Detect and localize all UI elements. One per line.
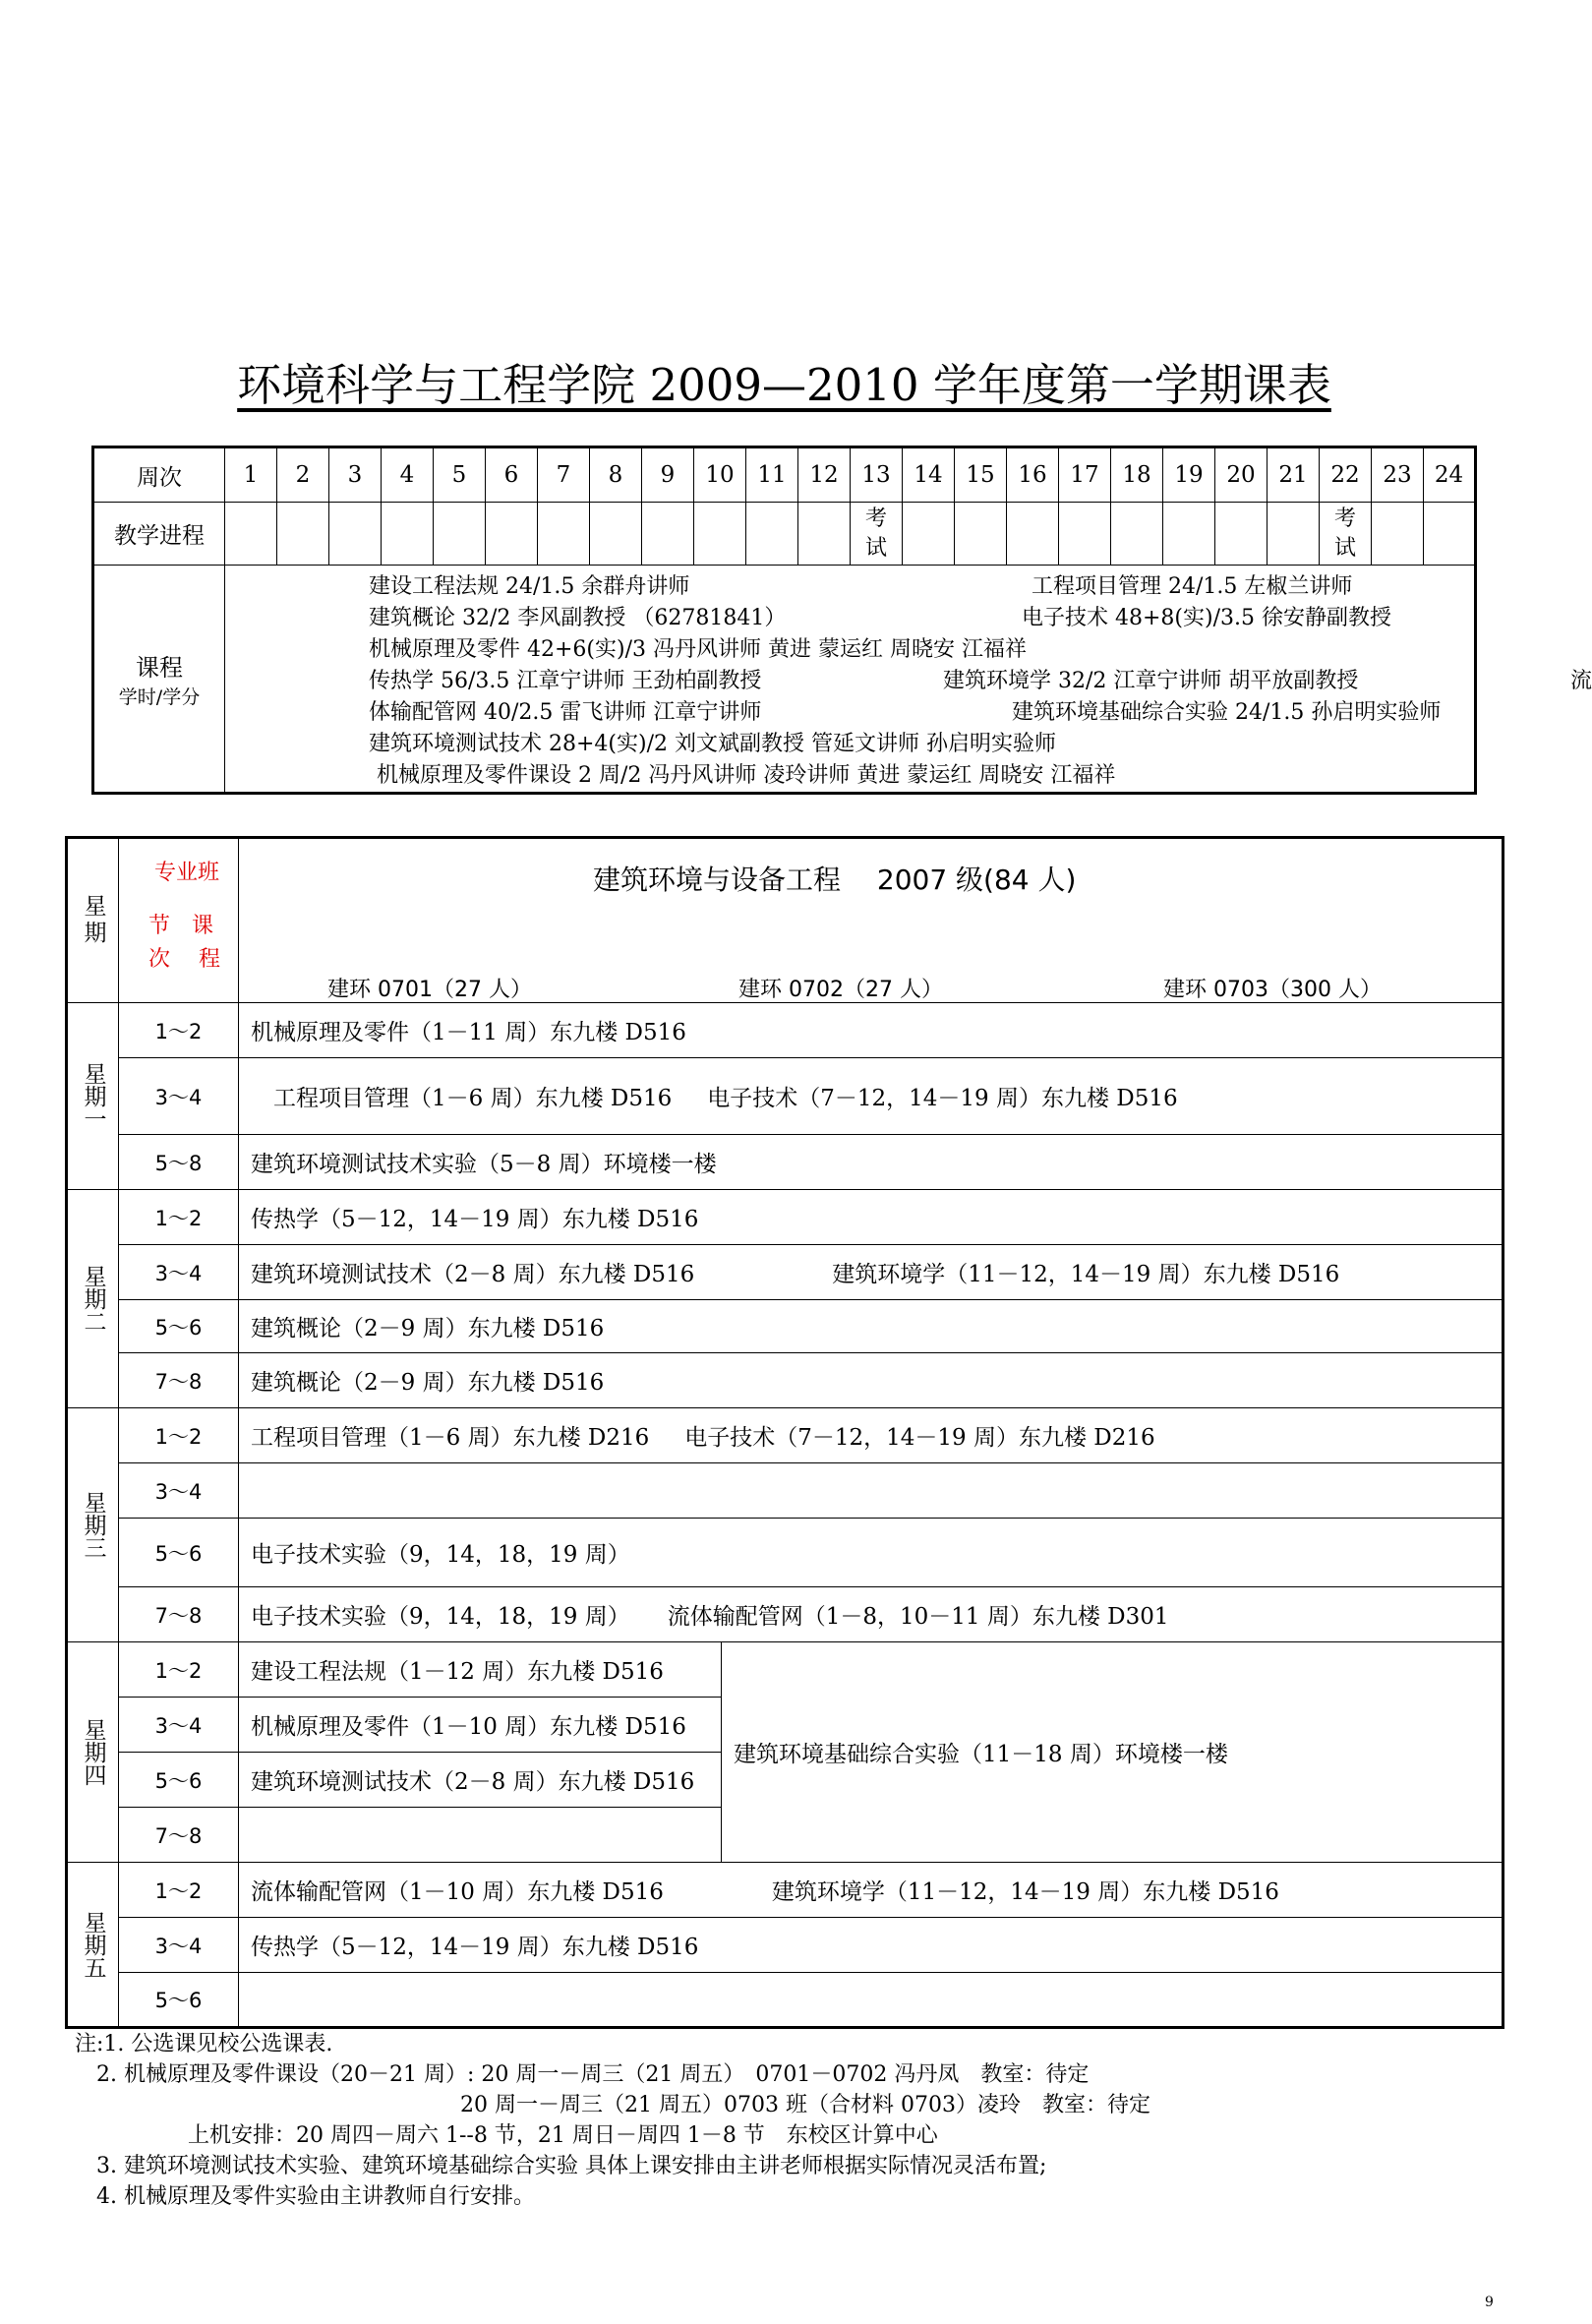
class-label: 建环 0701（27 人） [327, 978, 532, 1002]
progress-cell [1268, 503, 1320, 566]
course-item: 流 [1570, 669, 1592, 693]
week-cell: 9 [642, 447, 694, 503]
class-cell [239, 1463, 1504, 1519]
schedule-row [67, 1863, 1504, 1918]
progress-cell [277, 503, 329, 566]
progress-cell [1424, 503, 1476, 566]
progress-cell [225, 503, 277, 566]
period-cell: 1～2 [119, 1190, 239, 1245]
period-cell: 3～4 [119, 1918, 239, 1973]
course-list [225, 566, 1592, 794]
class-cell [239, 1973, 1504, 2028]
course-item: 建筑环境基础综合实验 24/1.5 孙启明实验师 [1012, 700, 1442, 725]
weekday-header [67, 838, 119, 1003]
schedule-row [67, 1058, 1504, 1135]
course-item: 体输配管网 40/2.5 雷飞讲师 江章宁讲师 [369, 700, 762, 725]
week-cell: 24 [1424, 447, 1476, 503]
schedule-row [67, 1519, 1504, 1587]
progress-cell [955, 503, 1007, 566]
progress-cell [1163, 503, 1215, 566]
schedule-row [67, 1190, 1504, 1245]
weekday-tuesday [67, 1190, 119, 1408]
schedule-row [67, 1587, 1504, 1642]
progress-label: 教学进程 [93, 503, 225, 566]
note-line: 注:1. 公选课见校公选课表. [75, 2032, 333, 2056]
progress-row [93, 503, 1476, 566]
progress-cell [486, 503, 538, 566]
class-cell [239, 1300, 1504, 1353]
week-cell: 17 [1059, 447, 1111, 503]
course-label-cell [93, 566, 225, 794]
class-entry: 电子技术（7－12，14－19 周）东九楼 D516 [707, 1086, 1178, 1111]
class-cell [239, 1058, 1504, 1135]
class-cell [239, 1135, 1504, 1190]
class-cell [239, 1587, 1504, 1642]
weekday-label: 星期二 [80, 1265, 106, 1333]
class-entry: 建筑环境测试技术（2－8 周）东九楼 D516 [251, 1262, 695, 1287]
progress-cell [590, 503, 642, 566]
week-cell: 4 [382, 447, 434, 503]
period-cell: 5～6 [119, 1753, 239, 1808]
weekday-label: 星期四 [80, 1718, 106, 1786]
corner-cell [119, 838, 239, 1003]
schedule-row [67, 1463, 1504, 1519]
class-cell [239, 1245, 1504, 1300]
class-entry: 建筑环境基础综合实验（11－18 周）环境楼一楼 [734, 1742, 1228, 1767]
period-cell: 1～2 [119, 1863, 239, 1918]
class-cell [239, 1863, 1504, 1918]
period-cell: 1～2 [119, 1642, 239, 1698]
period-cell: 7～8 [119, 1808, 239, 1863]
class-entry: 传热学（5－12，14－19 周）东九楼 D516 [251, 1207, 699, 1232]
week-cell: 18 [1111, 447, 1163, 503]
period-cell: 3～4 [119, 1463, 239, 1519]
week-cell: 23 [1372, 447, 1424, 503]
schedule-row [67, 1408, 1504, 1463]
note-line: 20 周一－周三（21 周五）0703 班（合材料 0703）凌玲 教室：待定 [460, 2093, 1150, 2117]
class-entry: 建筑环境学（11－12，14－19 周）东九楼 D516 [832, 1262, 1340, 1287]
weekday-header-label: 星期 [80, 894, 106, 947]
class-entry: 建筑概论（2－9 周）东九楼 D516 [251, 1370, 605, 1396]
week-cell: 15 [955, 447, 1007, 503]
weekday-thursday [67, 1642, 119, 1863]
week-cell: 14 [903, 447, 955, 503]
progress-cell [538, 503, 590, 566]
section-label: 节 课 [148, 914, 214, 938]
progress-cell [434, 503, 486, 566]
note-line: 2. 机械原理及零件课设（20－21 周）: 20 周一－周三（21 周五） 0701－0702 冯丹凤 教室：待定 [75, 2062, 1090, 2087]
week-row [93, 447, 1476, 503]
progress-cell [1059, 503, 1111, 566]
exam-cell-week-13: 考 试 [851, 503, 903, 566]
week-cell: 5 [434, 447, 486, 503]
course-label: 课程 [136, 654, 183, 682]
week-cell: 7 [538, 447, 590, 503]
week-cell: 12 [798, 447, 851, 503]
class-entry: 电子技术实验（9，14，18，19 周） [251, 1604, 630, 1630]
class-entry: 机械原理及零件（1－10 周）东九楼 D516 [251, 1714, 686, 1740]
progress-cell [329, 503, 382, 566]
period-cell: 3～4 [119, 1245, 239, 1300]
schedule-header-row [67, 838, 1504, 1003]
schedule-row [67, 1918, 1504, 1973]
course-item: 机械原理及零件 42+6(实)/3 冯丹风讲师 黄进 蒙运红 周晓安 江福祥 [369, 637, 1027, 662]
course-row [93, 566, 1476, 794]
class-cell [239, 1753, 722, 1808]
class-cell [239, 1353, 1504, 1408]
week-cell: 11 [746, 447, 798, 503]
progress-cell [798, 503, 851, 566]
major-header [239, 838, 1504, 1003]
class-entry: 传热学（5－12，14－19 周）东九楼 D516 [251, 1935, 699, 1960]
week-cell: 8 [590, 447, 642, 503]
course-item: 电子技术 48+8(实)/3.5 徐安静副教授 [1022, 606, 1391, 630]
class-entry: 流体输配管网（1－8，10－11 周）东九楼 D301 [667, 1604, 1169, 1630]
class-cell [239, 1003, 1504, 1058]
schedule-row [67, 1642, 1504, 1698]
course-item: 建设工程法规 24/1.5 余群舟讲师 [369, 574, 690, 599]
course-item: 建筑环境学 32/2 江章宁讲师 胡平放副教授 [943, 669, 1359, 693]
week-cell: 6 [486, 447, 538, 503]
progress-cell [1007, 503, 1059, 566]
weekday-monday [67, 1003, 119, 1190]
course-item: 建筑概论 32/2 李风副教授 （62781841） [369, 606, 787, 630]
notes [75, 2029, 1150, 2212]
class-entry: 工程项目管理（1－6 周）东九楼 D216 [251, 1425, 650, 1451]
class-cell [239, 1190, 1504, 1245]
class-entry: 建设工程法规（1－12 周）东九楼 D516 [251, 1659, 664, 1685]
class-label: 建环 0702（27 人） [738, 978, 943, 1002]
class-label: 建环 0703（300 人） [1163, 978, 1382, 1002]
progress-cell [382, 503, 434, 566]
weekday-label: 星期一 [80, 1062, 106, 1130]
class-entry: 电子技术（7－12，14－19 周）东九楼 D216 [684, 1425, 1155, 1451]
weekday-label: 星期三 [80, 1491, 106, 1559]
class-cell [239, 1918, 1504, 1973]
period-cell: 1～2 [119, 1003, 239, 1058]
period-cell: 5～6 [119, 1519, 239, 1587]
schedule-row [67, 1973, 1504, 2028]
week-course-table [91, 446, 1592, 795]
note-line: 上机安排：20 周四－周六 1--8 节，21 周日－周四 1－8 节 东校区计算中心 [188, 2123, 938, 2148]
week-cell: 3 [329, 447, 382, 503]
week-cell: 1 [225, 447, 277, 503]
course-item: 建筑环境测试技术 28+4(实)/2 刘文斌副教授 管延文讲师 孙启明实验师 [369, 732, 1056, 756]
weekly-schedule-table [65, 836, 1504, 2029]
progress-cell [642, 503, 694, 566]
progress-cell [903, 503, 955, 566]
class-cell [239, 1519, 1504, 1587]
week-cell: 2 [277, 447, 329, 503]
schedule-row [67, 1300, 1504, 1353]
progress-cell [1111, 503, 1163, 566]
class-cell [239, 1408, 1504, 1463]
class-cell [239, 1698, 722, 1753]
schedule-row [67, 1353, 1504, 1408]
period-cell: 5～6 [119, 1973, 239, 2028]
period-cell: 1～2 [119, 1408, 239, 1463]
week-cell: 19 [1163, 447, 1215, 503]
weekday-wednesday [67, 1408, 119, 1642]
week-cell: 21 [1268, 447, 1320, 503]
class-entry: 机械原理及零件（1－11 周）东九楼 D516 [251, 1020, 686, 1045]
note-line: 3. 建筑环境测试技术实验、建筑环境基础综合实验 具体上课安排由主讲老师根据实际情况灵活布置; [75, 2154, 1047, 2178]
class-entry: 建筑环境测试技术（2－8 周）东九楼 D516 [251, 1769, 695, 1795]
period-cell: 5～6 [119, 1300, 239, 1353]
period-cell: 3～4 [119, 1698, 239, 1753]
class-entry: 建筑概论（2－9 周）东九楼 D516 [251, 1316, 605, 1341]
schedule-row [67, 1135, 1504, 1190]
progress-cell [1215, 503, 1268, 566]
period-cell: 7～8 [119, 1587, 239, 1642]
course-label: 次 程 [148, 947, 220, 972]
progress-cell [1372, 503, 1424, 566]
major-class-label: 专业班 [154, 861, 220, 885]
week-cell: 10 [694, 447, 746, 503]
week-cell: 22 [1320, 447, 1372, 503]
class-entry: 工程项目管理（1－6 周）东九楼 D516 [251, 1086, 673, 1111]
progress-cell [694, 503, 746, 566]
progress-cell [746, 503, 798, 566]
class-entry: 建筑环境测试技术实验（5－8 周）环境楼一楼 [251, 1152, 717, 1177]
class-cell [239, 1642, 722, 1698]
period-cell: 7～8 [119, 1353, 239, 1408]
class-cell [239, 1808, 722, 1863]
course-sublabel: 学时/学分 [118, 686, 201, 708]
period-cell: 3～4 [119, 1058, 239, 1135]
exam-cell-week-22: 考 试 [1320, 503, 1372, 566]
course-item: 机械原理及零件课设 2 周/2 冯丹风讲师 凌玲讲师 黄进 蒙运红 周晓安 江福祥 [377, 763, 1116, 788]
note-line: 4. 机械原理及零件实验由主讲教师自行安排。 [75, 2184, 535, 2209]
class-entry: 流体输配管网（1－10 周）东九楼 D516 [251, 1879, 664, 1905]
page-title: 环境科学与工程学院 2009—2010 学年度第一学期课表 [237, 359, 1331, 411]
week-cell: 16 [1007, 447, 1059, 503]
course-item: 传热学 56/3.5 江章宁讲师 王劲柏副教授 [369, 669, 762, 693]
class-entry: 建筑环境学（11－12，14－19 周）东九楼 D516 [771, 1879, 1279, 1905]
period-cell: 5～8 [119, 1135, 239, 1190]
schedule-row [67, 1245, 1504, 1300]
week-cell: 13 [851, 447, 903, 503]
week-cell: 20 [1215, 447, 1268, 503]
course-item: 工程项目管理 24/1.5 左椒兰讲师 [1032, 574, 1353, 599]
week-label: 周次 [93, 447, 225, 503]
class-cell-merged [722, 1642, 1504, 1863]
weekday-label: 星期五 [80, 1910, 106, 1979]
page-number: 9 [1485, 2294, 1494, 2310]
class-entry: 电子技术实验（9，14，18，19 周） [251, 1542, 630, 1568]
weekday-friday [67, 1863, 119, 2028]
schedule-row [67, 1003, 1504, 1058]
major-title: 建筑环境与设备工程 2007 级(84 人) [593, 864, 1077, 896]
